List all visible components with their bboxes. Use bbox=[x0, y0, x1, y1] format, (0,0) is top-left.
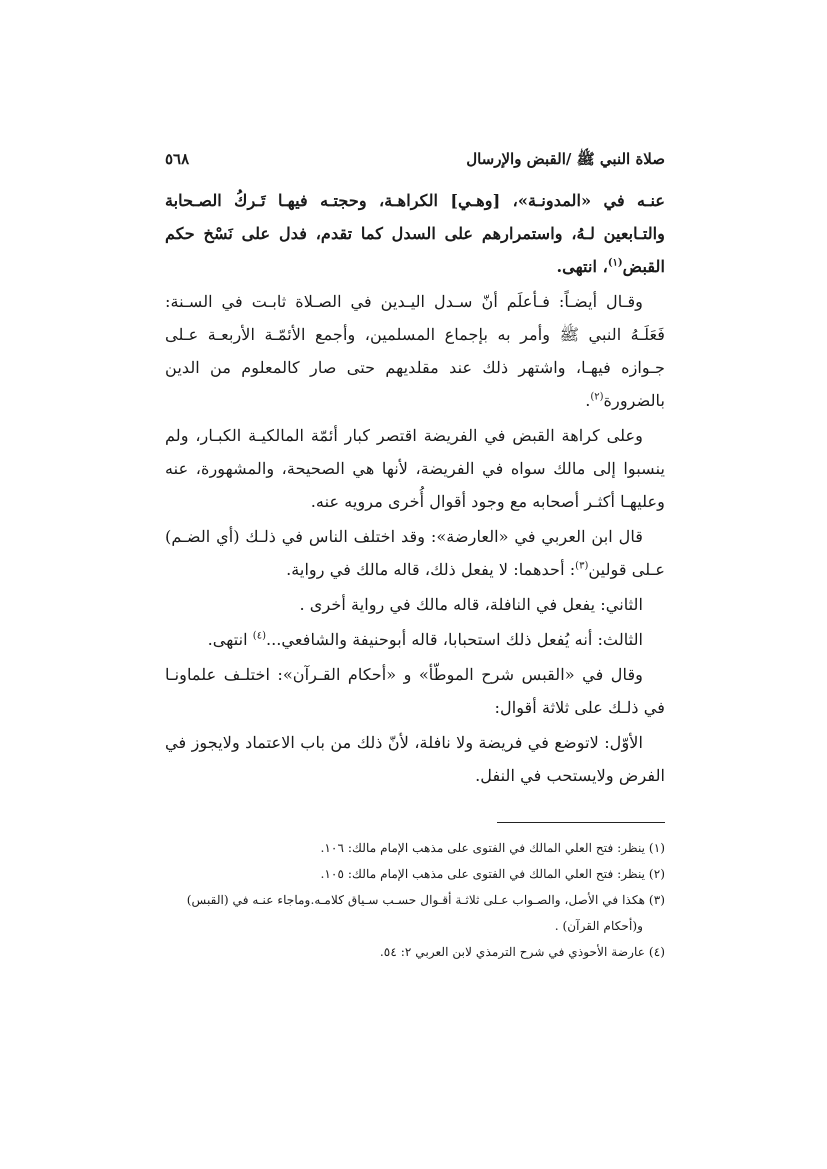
running-title: صلاة النبي ﷺ /القبض والإرسال bbox=[466, 150, 665, 168]
footnote-3-continuation: و(أحكام القرآن) . bbox=[554, 919, 643, 933]
paragraph-4: قال ابن العربي في «العارضة»: وقد اختلف الناس في ذلـك (أي الضـم) عـلى قولين$^{(٣)}$: أحدهما: لا يفعل ذلك، قاله مالك في رواية. bbox=[165, 527, 665, 579]
paragraph-8: الأوّل: لاتوضع في فريضة ولا نافلة، لأنّ ذلك من باب الاعتماد ولايجوز في الفرض ولايستحب في النفل. bbox=[165, 733, 665, 785]
footnote-2: (٢) ينظر: فتح العلي المالك في الفتوى على مذهب الإمام مالك: ١٠٥. bbox=[320, 867, 665, 881]
footnote-ref-3: (٣) bbox=[575, 560, 589, 572]
page-number: ٥٦٨ bbox=[165, 150, 190, 168]
running-header bbox=[165, 150, 665, 174]
paragraph-1: عنـه في «المدونـة»، [وهـي] الكراهـة، وحجتـه فيهـا تَـركُ الصـحابة والتـابعين لـهُ، واستمرارهم على السدل كما تقدم، فدل على نَسْخ حكم القبض$^{(١)}$، انتهى. bbox=[165, 191, 665, 276]
footnote-1: (١) ينظر: فتح العلي المالك في الفتوى على مذهب الإمام مالك: ١٠٦. bbox=[320, 841, 665, 855]
footnote-ref-2: (٢) bbox=[590, 391, 604, 403]
footnote-3: (٣) هكذا في الأصل، والصـواب عـلى ثلاثـة أقـوال حسـب سـياق كلامـه.وماجاء عنـه في (القبس) و(أحكام القرآن) . bbox=[165, 887, 665, 939]
paragraph-7: وقال في «القبس شرح الموطّأ» و «أحكام القـرآن»: اختلـف علماونـا في ذلـك على ثلاثة أقوال: bbox=[165, 665, 665, 717]
document-page bbox=[165, 150, 665, 965]
footnotes bbox=[165, 835, 665, 965]
footnote-ref-1: (١) bbox=[607, 257, 623, 269]
paragraph-5: الثاني: يفعل في النافلة، قاله مالك في رواية أخرى . bbox=[299, 595, 643, 614]
paragraph-3: وعلى كراهة القبض في الفريضة اقتصر كبار أئمّة المالكيـة الكبـار، ولم ينسبوا إلى مالك سواه في الفريضة، لأنها هي الصحيحة، والمشهورة، عنه وعليهـا أكثـر أصحابه مع وجود أقوال أُخرى مرويه عنه. bbox=[165, 426, 665, 511]
body-text bbox=[165, 184, 665, 792]
footnote-ref-4: (٤) bbox=[252, 630, 266, 642]
paragraph-2: وقـال أيضـاً: فـأعلَم أنّ سـدل اليـدين في الصـلاة ثابـت في السـنة: فَعَلَـهُ النبي ﷺ وأمر به بإجماع المسلمين، وأجمع الأئمّـة الأربعـة عـلى جـوازه فيهـا، واشتهر ذلك عند مقلديهم حتى صار كالمعلوم من الدين بالضرورة$^{(٢)}$. bbox=[165, 292, 665, 410]
footnote-4: (٤) عارضة الأحوذي في شرح الترمذي لابن العربي ٢: ٥٤. bbox=[379, 945, 665, 959]
paragraph-6: الثالث: أنه يُفعل ذلك استحبابا، قاله أبوحنيفة والشافعي...$^{(٤)}$ انتهى. bbox=[207, 630, 643, 649]
footnote-separator bbox=[497, 822, 665, 823]
